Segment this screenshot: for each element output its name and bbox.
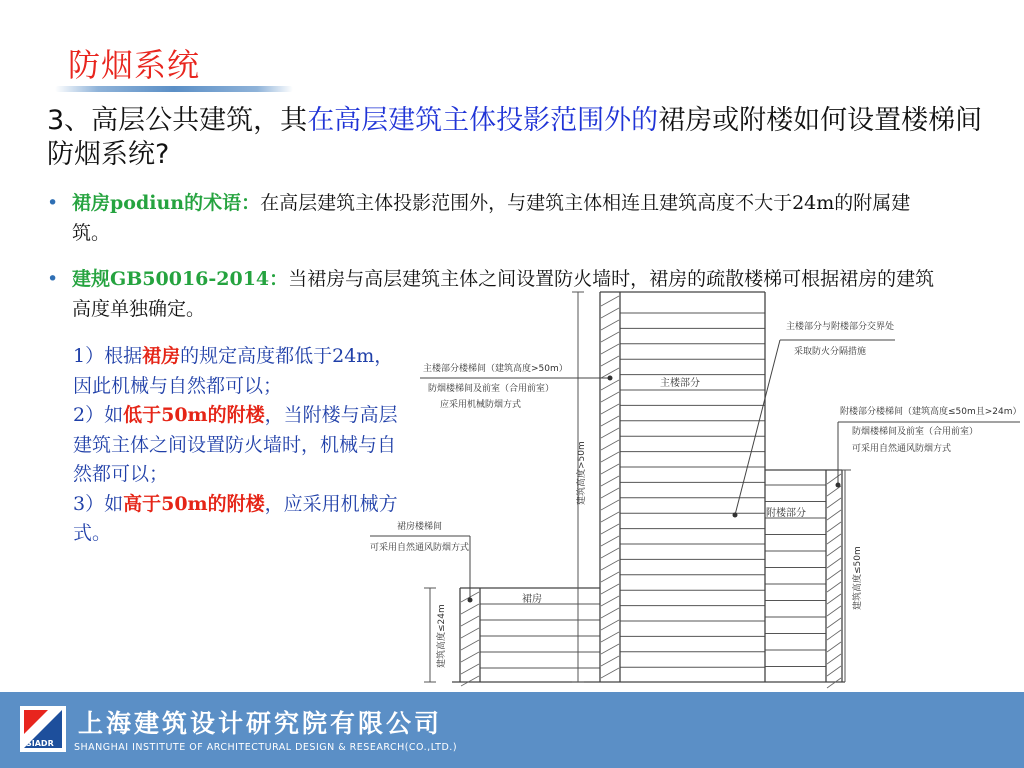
note-1-text: 的规定高度都低于24m，因此机械与自然都可以；: [73, 345, 394, 397]
podium-stair-note-2: 可采用自然通风防烟方式: [370, 543, 470, 553]
note-1-emphasis: 裙房: [142, 345, 181, 367]
boundary-note-1: 主楼部分与附楼部分交界处: [786, 322, 895, 332]
note-3-prefix: 3）如: [73, 492, 124, 515]
siadr-logo-icon: [18, 704, 68, 754]
main-building-label: 主楼部分: [660, 378, 700, 389]
note-3-text: ，应采用机械方式。: [73, 492, 398, 544]
logo-text: SIADR: [26, 739, 54, 748]
annex-label: 附楼部分: [766, 508, 806, 519]
main-stair-note-3: 应采用机械防烟方式: [440, 400, 522, 410]
bullet-text: 在高层建筑主体投影范围外，与建筑主体相连且建筑高度不大于24m的附属建筑。: [72, 192, 911, 244]
note-2-emphasis: 低于50m的附楼: [123, 404, 265, 426]
note-1-prefix: 1）根据: [73, 345, 143, 367]
question-prefix: 3、高层公共建筑，其: [47, 105, 308, 136]
bullet-term: 建规GB50016-2014：: [72, 268, 289, 290]
footer-bar: [0, 692, 1024, 768]
annex-stair-note-3: 可采用自然通风防烟方式: [852, 444, 952, 454]
height-podium-label: 建筑高度≤24m: [437, 604, 447, 668]
note-2-prefix: 2）如: [73, 404, 124, 426]
height-annex-label: 建筑高度≤50m: [853, 546, 863, 610]
bullet-text: 当裙房与高层建筑主体之间设置防火墙时，裙房的疏散楼梯可根据裙房的建筑高度单独确定。: [72, 268, 935, 320]
main-stair-note-1: 主楼部分楼梯间（建筑高度>50m）: [423, 364, 568, 374]
question-highlight: 在高层建筑主体投影范围外的: [307, 105, 659, 136]
annex-stair-note-2: 防烟楼梯间及前室（合用前室）: [852, 427, 979, 437]
stair-hatch: [461, 296, 841, 688]
leader-dots: [468, 376, 841, 603]
main-stair-note-2: 防烟楼梯间及前室（合用前室）: [428, 384, 555, 394]
note-3-emphasis: 高于50m的附楼: [123, 492, 265, 515]
boundary-note-2: 采取防火分隔措施: [794, 347, 867, 357]
company-name-cn: 上海建筑设计研究院有限公司: [78, 709, 443, 738]
question-suffix: 裙房或附楼如何设置楼梯间防烟系统?: [47, 105, 983, 170]
building-outline: [452, 292, 845, 682]
podium-label: 裙房: [522, 594, 542, 605]
bullet-dot-icon: •: [47, 268, 59, 290]
bullet-dot-icon: •: [47, 192, 59, 214]
company-name-en: SHANGHAI INSTITUTE OF ARCHITECTURAL DESIGN & RESEARCH(CO.,LTD.): [74, 742, 458, 753]
dimension-lines: [424, 292, 851, 682]
podium-stair-note-1: 裙房楼梯间: [397, 522, 443, 532]
slide-title: 防烟系统: [68, 46, 201, 84]
bullet-term: 裙房podiun的术语：: [72, 192, 261, 214]
height-main-label: 建筑高度>50m: [577, 441, 587, 505]
note-2-text: ，当附楼与高层建筑主体之间设置防火墙时，机械与自然都可以；: [73, 404, 398, 485]
annex-stair-note-1: 附楼部分楼梯间（建筑高度≤50m且>24m）: [840, 407, 1022, 417]
